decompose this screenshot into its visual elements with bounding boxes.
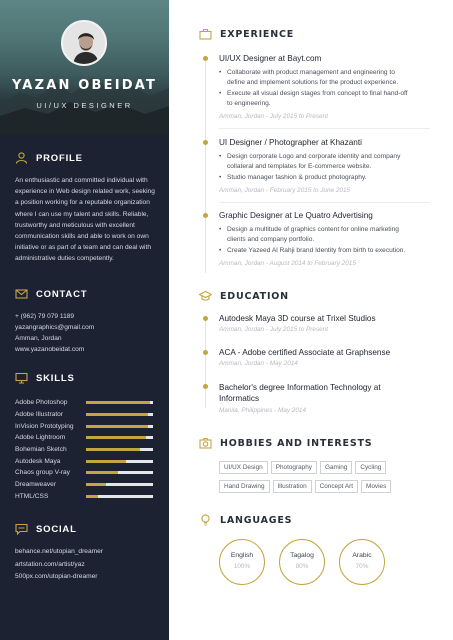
education-item: [219, 314, 409, 333]
skill-item: [15, 455, 155, 467]
avatar: [61, 20, 107, 66]
language-percent: 80%: [295, 563, 309, 570]
hobby-tag: Concept Art: [315, 480, 358, 493]
skill-name: InVision Prototyping: [15, 422, 74, 430]
skill-name: Bohemian Sketch: [15, 446, 67, 454]
hobby-tag: Movies: [361, 480, 391, 493]
social-heading-label: SOCIAL: [36, 523, 77, 535]
monitor-icon: [15, 372, 28, 384]
timeline-dot: [203, 384, 208, 389]
sidebar: [0, 0, 169, 640]
job-bullet: • Design corporate Logo and corporate identity and company collateral and templates for E-commerce website.: [219, 152, 409, 173]
languages-heading: [199, 513, 292, 527]
job-bullet: • Design a multitude of graphics content for online marketing clients and company portfolio.: [219, 225, 409, 246]
education-item: [219, 382, 409, 414]
profile-heading: [15, 151, 83, 165]
social-link-behance[interactable]: behance.net/utopian_dreamer: [15, 548, 103, 555]
skill-bar: [86, 471, 153, 474]
skill-bar-fill: [86, 495, 98, 498]
job-bullet: • Execute all visual design stages from concept to final hand-off to engineering.: [219, 89, 409, 110]
language-name: Arabic: [352, 552, 372, 559]
language-percent: 70%: [355, 563, 369, 570]
education-meta: Manila, Philippines - May 2014: [219, 407, 307, 414]
profile-heading-label: PROFILE: [36, 152, 83, 164]
social-list: [15, 546, 103, 584]
skill-name: Adobe Photoshop: [15, 399, 68, 407]
contact-website[interactable]: www.yazanobeidat.com: [15, 346, 85, 353]
job-title: Graphic Designer at Le Quatro Advertising: [219, 211, 373, 220]
hobby-tag: UI/UX Design: [219, 461, 268, 474]
education-title: Bachelor's degree Information Technology at Informatics: [219, 383, 381, 403]
language-circle: [339, 539, 385, 585]
education-meta: Amman, Jordan - May 2014: [219, 360, 298, 367]
language-circle: [279, 539, 325, 585]
skill-item: [15, 479, 155, 491]
education-heading: [199, 289, 289, 303]
skill-item: [15, 444, 155, 456]
social-link-artstation[interactable]: artstation.com/artist/yaz: [15, 560, 85, 568]
skill-item: [15, 467, 155, 479]
experience-item: [219, 54, 409, 120]
briefcase-icon: [199, 28, 212, 40]
language-name: English: [230, 552, 254, 559]
skill-item: [15, 409, 155, 421]
language-name: Tagalog: [290, 552, 314, 559]
skills-list: [15, 397, 155, 502]
lightbulb-icon: [199, 514, 212, 526]
skill-bar-fill: [86, 460, 126, 463]
hobby-tag: Illustration: [273, 480, 312, 493]
camera-icon: [199, 437, 212, 449]
mountain-background-image: [0, 64, 169, 134]
timeline-dot: [203, 56, 208, 61]
timeline-dot: [203, 316, 208, 321]
contact-heading-label: CONTACT: [36, 288, 88, 300]
skill-bar-fill: [86, 401, 150, 404]
skill-bar: [86, 425, 153, 428]
contact-email[interactable]: yazangraphics@gmail.com: [15, 324, 95, 331]
skill-bar-fill: [86, 483, 106, 486]
job-bullet: • Create Yazeed Al Rahji brand Identity from birth to execution.: [219, 246, 409, 256]
contact-list: [15, 311, 94, 355]
job-bullet: • Collaborate with product management and engineering to define and implement solutions for the product experience.: [219, 68, 409, 89]
education-heading-label: EDUCATION: [220, 290, 289, 302]
skill-name: Adobe Lightroom: [15, 434, 66, 442]
hobbies-heading: [199, 436, 372, 450]
candidate-name: YAZAN OBEIDAT: [11, 78, 158, 93]
skills-heading-label: SKILLS: [36, 372, 75, 384]
experience-heading: [199, 27, 294, 41]
skill-bar-fill: [86, 425, 148, 428]
skill-name: Chaos group V-ray: [15, 469, 70, 477]
education-title: Autodesk Maya 3D course at Trixel Studios: [219, 314, 376, 323]
skill-item: [15, 491, 155, 503]
skill-name: Adobe Illustrator: [15, 411, 64, 419]
skill-name: Dreamweaver: [15, 481, 57, 489]
skill-name: Autodesk Maya: [15, 457, 61, 465]
education-meta: Amman, Jordan - July 2015 to Present: [219, 326, 329, 333]
hobby-tags: [219, 461, 419, 499]
skill-bar: [86, 495, 153, 498]
skill-name: HTML/CSS: [15, 492, 49, 500]
envelope-icon: [15, 288, 28, 300]
experience-timeline: [205, 58, 206, 273]
job-title: UI Designer / Photographer at Khazanti: [219, 138, 362, 147]
skill-bar: [86, 483, 153, 486]
hobby-tag: Gaming: [320, 461, 352, 474]
experience-heading-label: EXPERIENCE: [220, 28, 295, 40]
contact-phone: + (962) 79 079 1189: [15, 313, 75, 320]
skill-bar-fill: [86, 448, 140, 451]
header-banner: [0, 0, 169, 134]
hobby-tag: Photography: [271, 461, 317, 474]
skill-item: [15, 420, 155, 432]
language-percent: 100%: [233, 563, 251, 570]
job-bullets: [219, 152, 409, 183]
education-title: ACA - Adobe certified Associate at Graphsense: [219, 348, 391, 357]
skill-bar: [86, 401, 153, 404]
job-bullets: [219, 68, 409, 109]
experience-item: [219, 138, 409, 194]
social-heading: [15, 522, 77, 536]
hobby-tag: Cycling: [355, 461, 386, 474]
timeline-dot: [203, 140, 208, 145]
skill-bar-fill: [86, 413, 148, 416]
contact-heading: [15, 287, 87, 301]
divider: [219, 202, 430, 203]
skill-bar: [86, 413, 153, 416]
skill-item: [15, 397, 155, 409]
job-meta: Amman, Jordan - August 2014 to February 2015: [219, 259, 356, 267]
languages-heading-label: LANGUAGES: [220, 514, 293, 526]
skill-bar: [86, 460, 153, 463]
contact-location: Amman, Jordan: [15, 335, 62, 342]
skill-bar-fill: [86, 471, 118, 474]
hobbies-heading-label: HOBBIES AND INTERESTS: [220, 437, 373, 449]
skill-bar-fill: [86, 436, 146, 439]
skill-bar: [86, 448, 153, 451]
experience-item: [219, 211, 409, 267]
candidate-role: UI/UX DESIGNER: [36, 101, 133, 110]
timeline-dot: [203, 350, 208, 355]
skills-heading: [15, 371, 75, 385]
job-title: UI/UX Designer at Bayt.com: [219, 54, 322, 63]
skill-bar: [86, 436, 153, 439]
person-icon: [15, 152, 28, 164]
hobby-tag: Hand Drawing: [219, 480, 270, 493]
skill-item: [15, 432, 155, 444]
education-timeline: [205, 318, 206, 408]
social-link-500px[interactable]: 500px.com/utopian-dreamer: [15, 573, 98, 580]
education-item: [219, 348, 409, 367]
chat-bubble-icon: [15, 523, 28, 535]
graduation-cap-icon: [199, 290, 212, 302]
language-circle: [219, 539, 265, 585]
job-meta: Amman, Jordan - February 2015 to June 2015: [219, 186, 351, 194]
timeline-dot: [203, 213, 208, 218]
divider: [219, 128, 430, 129]
job-bullets: [219, 225, 409, 256]
job-meta: Amman, Jordan - July 2015 to Present: [219, 113, 329, 121]
job-bullet: • Studio manager fashion & product photography.: [219, 173, 409, 183]
profile-text: An enthusiastic and committed individual with experience in Web design related work, seeking a position working for a reputable organization where I can use my talent and skills. Reliable, trustworthy and meticulous with excellent communication skills and able to work on own initiative or as part of a team and can deal with administrative duties competently.: [15, 177, 155, 263]
